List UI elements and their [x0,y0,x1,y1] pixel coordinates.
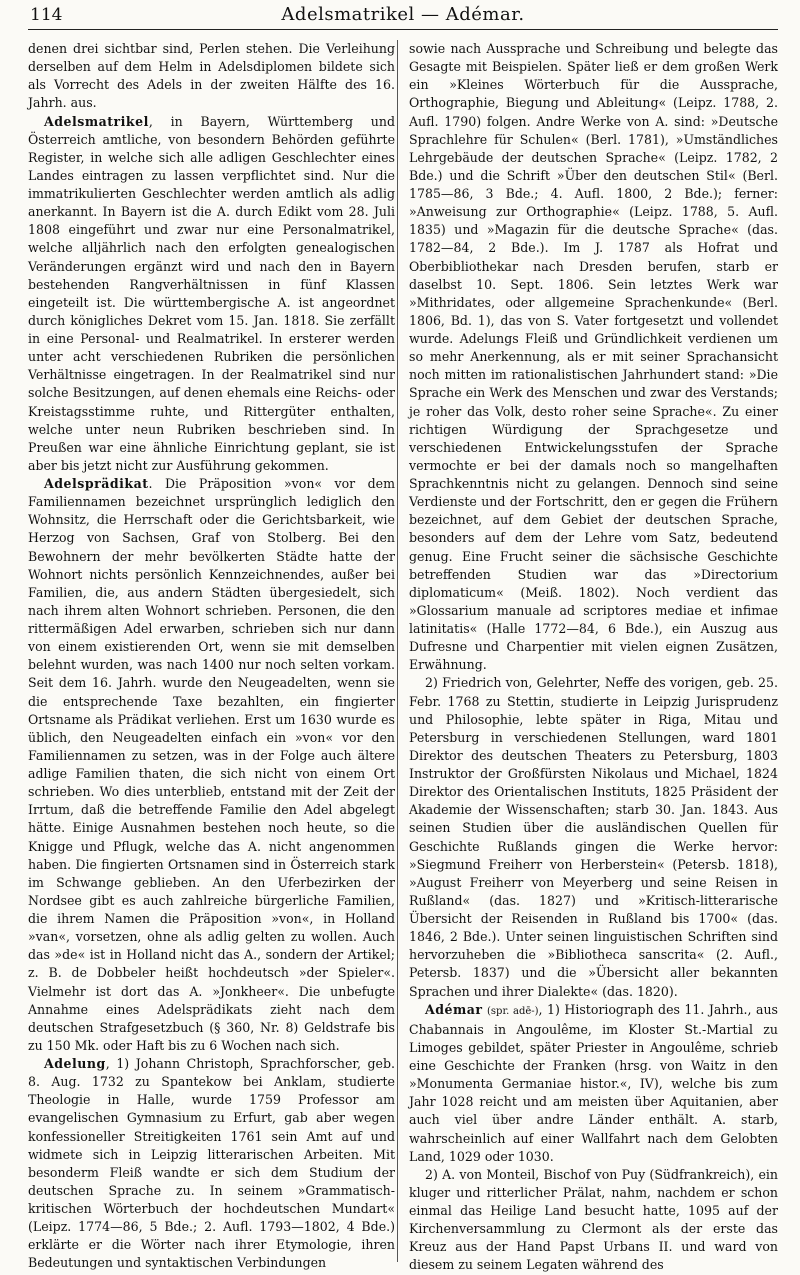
paragraph [28,113,395,476]
paragraph-text: , in Bayern, Württemberg und Österreich amtliche, von besondern Behörden geführte Register, in welche sich alle adligen Geschlechter eines Landes eintragen zu lassen verpflichtet sind. Nur die immatrikulierten Geschlechter werden amtlich als adlig anerkannt. In Bayern ist die A. durch Edikt vom 28. Juli 1808 eingeführt und zwar nur eine Personalmatrikel, welche alljährlich nach den erfolgten genealogischen Veränderungen ergänzt wird und nach den in Bayern bestehenden Rangverhältnissen in fünf Klassen eingeteilt ist. Die württembergische A. ist angeordnet durch königliches Dekret vom 15. Jan. 1818. Sie zerfällt in eine Personal- und Realmatrikel. In ersterer werden unter acht verschiedenen Rubriken die persönlichen Verhältnisse eingetragen. In der Realmatrikel sind nur solche Besitzungen, auf denen ehemals eine Reichs- oder Kreistagsstimme ruhte, und Rittergüter enthalten, welche unter neun Rubriken beschrieben sind. In Preußen war eine ähnliche Einrichtung geplant, sie ist aber bis jetzt nicht zur Ausführung gekommen. [28,113,395,473]
column-divider [397,40,398,1262]
page-header [28,3,778,30]
paragraph [409,1001,778,1166]
pronunciation: (spr. adē-) [487,1005,539,1017]
paragraph [28,40,395,113]
entry-headword: Adelung [44,1056,106,1071]
paragraph-text: sowie nach Aussprache und Schreibung und belegte das Gesagte mit Beispielen. Später ließ er dem großen Werk ein »Kleines Wörterbuch für die Aussprache, Orthographie, Biegung und Ableitung« (Leipz. 1788, 2. Aufl. 1790) folgen. Andre Werke von A. sind: »Deutsche Sprachlehre für Schulen« (Berl. 1781), »Umständliches Lehrgebäude der deutschen Sprache« (Leipz. 1782, 2 Bde.) und die Schrift »Über den deutschen Stil« (Berl. 1785—86, 3 Bde.; 4. Aufl. 1800, 2 Bde.); ferner: »Anweisung zur Orthographie« (Leipz. 1788, 5. Aufl. 1835) und »Magazin für die deutsche Sprache« (das. 1782—84, 2 Bde.). Im J. 1787 als Hofrat und Oberbibliothekar nach Dresden berufen, starb er daselbst 10. Sept. 1806. Sein letztes Werk war »Mithridates, oder allgemeine Sprachenkunde« (Berl. 1806, Bd. 1), das von S. Vater fortgesetzt und vollendet wurde. Adelungs Fleiß und Gründlichkeit verdienen um so mehr Anerkennung, als er mit seiner Sprachansicht noch mitten im rationalistischen Jahrhundert stand: »Die Sprache ein Werk des Menschen und zwar des Verstands; je roher das Volk, desto roher seine Sprache«. Zu einer richtigen Würdigung der Sprachgesetze und verschiedenen Entwickelungsstufen der Sprache vermochte er bei der damals noch so mangelhaften Sprachkenntnis nicht zu gelangen. Dennoch sind seine Verdienste und der Fortschritt, den er gegen die Frühern bezeichnet, auf dem Gebiet der deutschen Sprache, besonders auf dem der Lehre vom Satz, bedeutend genug. Eine Frucht seiner die sächsische Geschichte betreffenden Studien war das »Directorium diplomaticum« (Meiß. 1802). Noch verdient das »Glossarium manuale ad scriptores mediae et infimae latinitatis« (Halle 1772—84, 6 Bde.), ein Auszug aus Dufresne und Charpentier mit vielen eignen Zusätzen, Erwähnung. [409,41,778,673]
page-number: 114 [30,5,63,25]
entry-headword: Adelsmatrikel [44,113,149,129]
paragraph-text: , 1) Johann Christoph, Sprachforscher, geb. 8. Aug. 1732 zu Spantekow bei Anklam, studierte Theologie in Halle, wurde 1759 Professor am evangelischen Gymnasium zu Erfurt, gab aber wegen konfessioneller Streitigkeiten 1761 sein Amt auf und widmete sich in Leipzig litterarischen Arbeiten. Mit besonderm Fleiß wandte er sich dem Studium der deutschen Sprache zu. In seinem »Grammatisch-kritischen Wörterbuch der hochdeutschen Mundart« (Leipz. 1774—86, 5 Bde.; 2. Aufl. 1793—1802, 4 Bde.) erklärte er die Wörter nach ihrer Etymologie, ihren Bedeutungen und syntaktischen Verbindungen [28,1056,395,1271]
paragraph [28,1055,395,1273]
paragraph [409,1166,778,1275]
paragraph-text: denen drei sichtbar sind, Perlen stehen. Die Verleihung derselben auf dem Helm in Adelsdiplomen bildete sich als Vorrecht des Adels in der zweiten Hälfte des 16. Jahrh. aus. [28,41,395,111]
paragraph-text: , 1) Historiograph des 11. Jahrh., aus Chabannais in Angoulême, im Kloster St.-Martial zu Limoges gebildet, später Priester in Angoulême, schrieb eine Geschichte der Franken (hrsg. von Waitz in den »Monumenta Germaniae histor.«, IV), welche bis zum Jahr 1028 reicht und am meisten über Aquitanien, aber auch viel über andre Länder enthält. A. starb, wahrscheinlich auf einer Wallfahrt nach dem Gelobten Land, 1029 oder 1030. [409,1001,778,1164]
running-title: Adelsmatrikel — Adémar. [281,4,525,25]
right-column [409,40,778,1275]
paragraph-text: 2) Friedrich von, Gelehrter, Neffe des vorigen, geb. 25. Febr. 1768 zu Stettin, studierte in Leipzig Jurisprudenz und Philosophie, lebte später in Riga, Mitau und Petersburg in verschiedenen Stellungen, ward 1801 Direktor des deutschen Theaters zu Petersburg, 1803 Instruktor der Großfürsten Nikolaus und Michael, 1824 Direktor des Orientalischen Instituts, 1825 Präsident der Akademie der Wissenschaften; starb 30. Jan. 1843. Aus seinen Studien über die ausländischen Quellen für Geschichte Rußlands gingen die Werke hervor: »Siegmund Freiherr von Herberstein« (Petersb. 1818), »August Freiherr von Meyerberg und seine Reisen in Rußland« (das. 1827) und »Kritisch-litterarische Übersicht der Reisenden in Rußland bis 1700« (das. 1846, 2 Bde.). Unter seinen linguistischen Schriften sind hervorzuheben die »Bibliotheca sanscrita« (2. Aufl., Petersb. 1837) und die »Übersicht aller bekannten Sprachen und ihrer Dialekte« (das. 1820). [409,675,778,999]
entry-headword: Adelsprädikat [44,476,149,491]
paragraph-text: 2) A. von Monteil, Bischof von Puy (Südfrankreich), ein kluger und ritterlicher Prälat, nahm, nachdem er schon einmal das Heilige Land besucht hatte, 1095 auf der Kirchenversammlung zu Clermont als der erste das Kreuz aus der Hand Papst Urbans II. und ward von diesem zu seinem Legaten während des [409,1166,778,1273]
paragraph [409,674,778,1000]
left-column [28,40,395,1273]
paragraph [409,40,778,674]
entry-headword: Adémar [425,1001,483,1017]
paragraph-text: . Die Präposition »von« vor dem Familiennamen bezeichnet ursprünglich lediglich den Wohnsitz, die Herrschaft oder die Gerichtsbarkeit, wie Herzog von Sachsen, Graf von Stolberg. Bei den Bewohnern der mehr bevölkerten Städte hatte der Wohnort nichts persönlich Kennzeichnendes, außer bei Familien, die, aus andern Städten übergesiedelt, sich nach ihrem alten Wohnort schrieben. Personen, die den rittermäßigen Adel erwarben, schrieben sich nur dann von einem existierenden Ort, wenn sie mit demselben belehnt wurden, was nach 1400 nur noch selten vorkam. Seit dem 16. Jahrh. wurde den Neugeadelten, wenn sie die entsprechende Taxe bezahlten, ein fingierter Ortsname als Prädikat verliehen. Erst um 1630 wurde es üblich, den Neugeadelten einfach ein »von« vor den Familiennamen zu setzen, was in der Folge auch ältere adlige Familien thaten, die sich nicht von einem Ort schrieben. Wo dies unterblieb, entstand mit der Zeit der Irrtum, daß die betreffende Familie den Adel abgelegt hätte. Einige Ausnahmen bestehen noch heute, so die Knigge und Pflugk, welche das A. nicht angenommen haben. Die fingierten Ortsnamen sind in Österreich stark im Schwange geblieben. An den Uferbezirken der Nordsee gibt es auch zahlreiche bürgerliche Familien, die ihrem Namen die Präposition »von«, in Holland »van«, vorsetzen, ohne als adlig gelten zu wollen. Auch das »de« ist in Holland nicht das A., sondern der Artikel; z. B. de Dobbeler heißt hochdeutsch »der Spieler«. Vielmehr ist dort das A. »Jonkheer«. Die unbefugte Annahme eines Adelsprädikats zieht nach dem deutschen Strafgesetzbuch (§ 360, Nr. 8) Geldstrafe bis zu 150 Mk. oder Haft bis zu 6 Wochen nach sich. [28,476,395,1053]
paragraph [28,475,395,1055]
